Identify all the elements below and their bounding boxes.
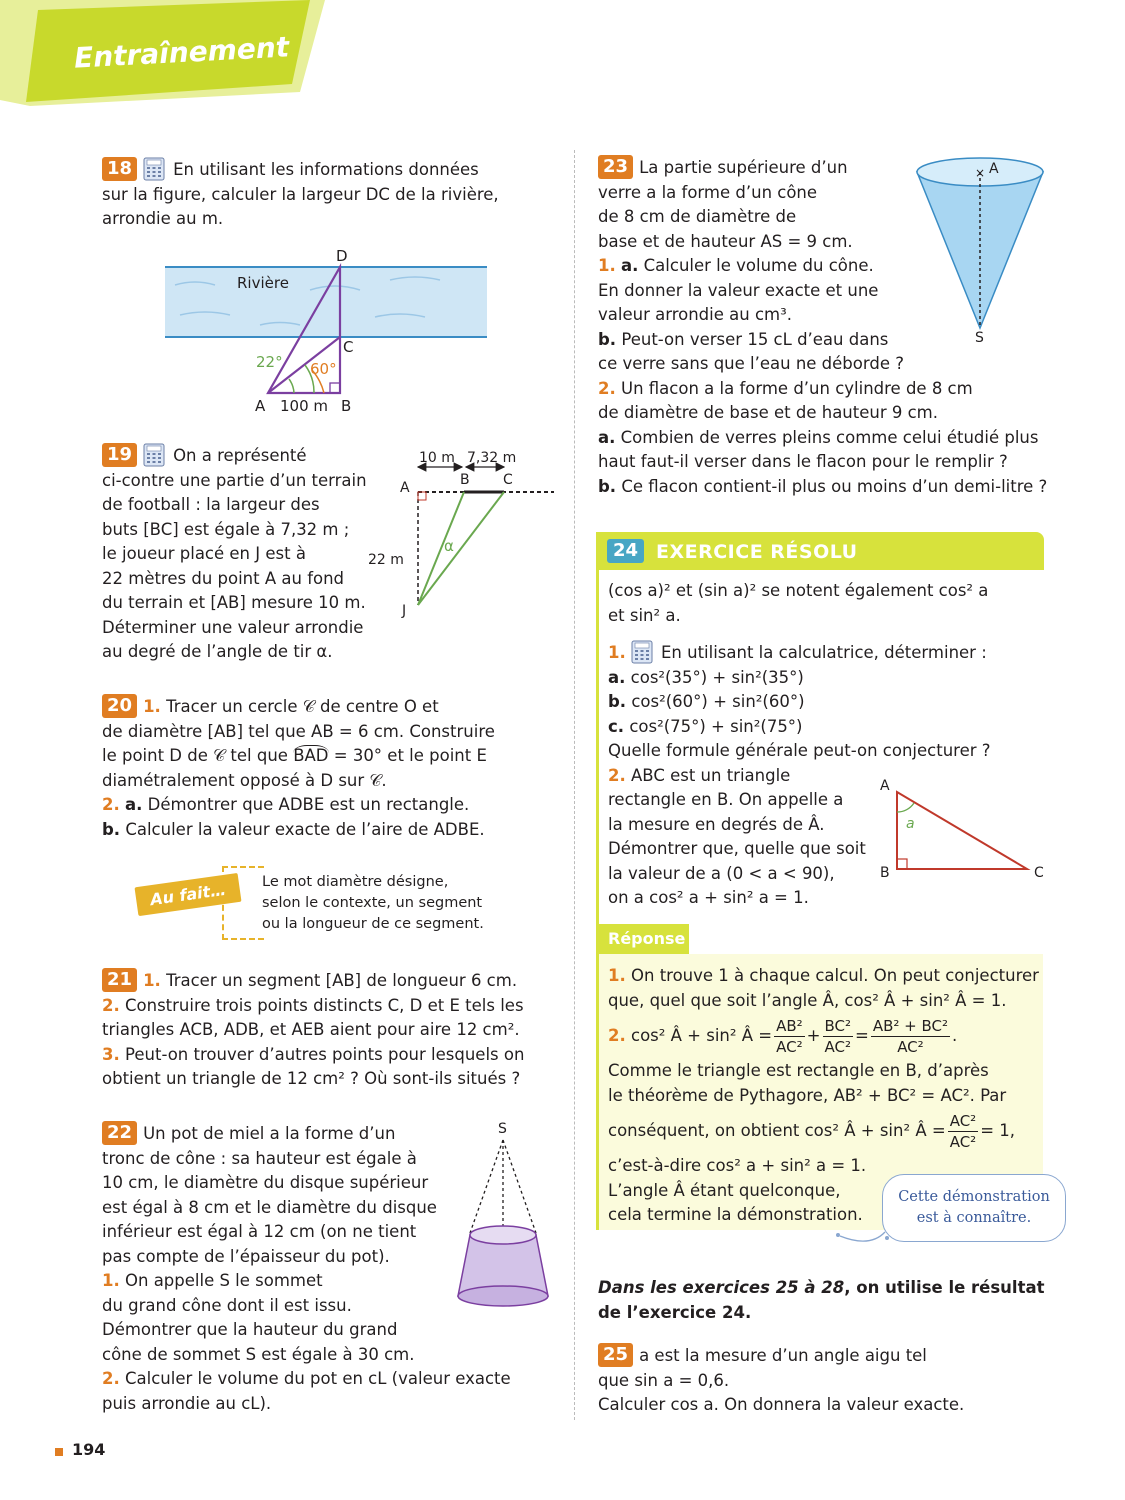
exercise-number: 21: [102, 968, 137, 992]
text-line: on a cos² a + sin² a = 1.: [608, 888, 809, 907]
q-letter: b.: [598, 476, 617, 496]
aufait-text: [262, 872, 484, 935]
exercise-21: [102, 968, 562, 1092]
text-line: verre a la forme d’un cône: [598, 182, 818, 202]
text-line: selon le contexte, un segment: [262, 895, 483, 911]
label-7-32m: 7,32 m: [467, 450, 517, 466]
text-line: buts [BC] est égale à 7,32 m ;: [102, 519, 350, 539]
text-line: du grand cône dont il est issu.: [102, 1295, 352, 1315]
text-line: = 30° et le point E: [328, 746, 487, 765]
text-line: sur la figure, calculer la largeur DC de la rivière,: [102, 184, 499, 204]
text-line: conséquent, on obtient cos² Â + sin² Â =: [608, 1120, 946, 1140]
text-line: , on utilise le résultat: [844, 1278, 1045, 1297]
exercise-19: [102, 443, 382, 665]
fraction: [774, 1016, 805, 1057]
exercise-24-answer: 1. On trouve 1 à chaque calcul. On peut conjecturer que, quel que soit l’angle Â, cos² Â + sin² Â = 1. 2. cos² Â + sin² Â = $\frac{\text{AB²}}{\text{AC²}}$ + $\frac{\text{BC²}}{\text{AC²}}$ = $\frac{\text{AB² + BC²}}{\text{AC²}}$ . Comme le triangle est rectangle en B, d’après le théorème de Pythagore, AB² + BC² = AC². Par conséquent, on obtient cos² Â + sin² Â = $\frac{\text{AC²}}{\text{AC²}}$ = 1, c’est-à-dire cos² a + sin² a = 1. L’angle Â étant quelconque, cela termine la démonstration.: [608, 964, 1048, 1228]
q-number: 1.: [143, 971, 161, 990]
denominator: AC²: [949, 1132, 977, 1151]
q-letter: a.: [621, 256, 639, 275]
text-line: cela termine la démonstration.: [608, 1205, 863, 1224]
label-A: A: [989, 161, 999, 177]
exercise-number: 22: [102, 1121, 137, 1145]
q-number: 2.: [608, 1025, 626, 1045]
page-marker: [55, 1448, 63, 1456]
exercise-number: 18: [102, 157, 137, 181]
label-B: B: [880, 865, 890, 881]
label-S: S: [975, 330, 984, 346]
bubble-tail: [830, 1226, 890, 1250]
text-line: valeur arrondie au cm³.: [598, 305, 792, 324]
label-A: A: [400, 480, 410, 496]
text-line: haut faut-il verser dans le flacon pour le remplir ?: [598, 452, 1008, 471]
text-line: Peut-on verser 15 cL d’eau dans: [621, 329, 889, 349]
text-line: Calculer le volume du cône.: [643, 256, 874, 275]
exercise-18: [102, 157, 562, 232]
text-line: du terrain et [AB] mesure 10 m.: [102, 593, 366, 612]
page-title: Entraînement: [73, 30, 290, 75]
text-line: Construire trois points distincts C, D et E tels les: [125, 995, 524, 1015]
text-line: de l’exercice 24.: [598, 1302, 752, 1322]
q-letter: a.: [598, 427, 616, 447]
text-line: En donner la valeur exacte et une: [598, 280, 879, 300]
text-line: 10 cm, le diamètre du disque supérieur: [102, 1173, 429, 1192]
text-line: Un flacon a la forme d’un cylindre de 8 cm: [621, 378, 973, 398]
text-line: Ce flacon contient-il plus ou moins d’un demi-litre ?: [621, 476, 1048, 496]
page-number: 194: [72, 1440, 106, 1459]
text-line: arrondie au m.: [102, 209, 224, 228]
fraction: [871, 1016, 950, 1057]
exercise-number: 23: [598, 155, 633, 179]
q-number: 3.: [102, 1044, 120, 1064]
text-line: Combien de verres pleins comme celui étudié plus: [620, 427, 1039, 447]
text-line: Cette démonstration: [898, 1189, 1050, 1205]
text-line: le joueur placé en J est à: [102, 544, 306, 563]
text-line: Démontrer que ADBE est un rectangle.: [147, 795, 470, 814]
text-line: Comme le triangle est rectangle en B, d’après: [608, 1061, 989, 1080]
q-number: 2.: [102, 795, 120, 814]
text-line: de football : la largeur des: [102, 495, 320, 514]
info-bubble: [882, 1174, 1066, 1242]
calculator-icon: [631, 640, 653, 664]
label-angle-22: 22°: [256, 353, 283, 371]
label-J: J: [402, 603, 407, 619]
text-line: En utilisant la calculatrice, déterminer :: [661, 643, 987, 662]
text-line: au degré de l’angle de tir α.: [102, 642, 333, 661]
text-line: base et de hauteur AS = 9 cm.: [598, 231, 853, 251]
text-line: tronc de cône : sa hauteur est égale à: [102, 1148, 417, 1168]
q-number: 1.: [608, 966, 626, 985]
q-number: 1.: [143, 697, 161, 716]
exercise-25: [598, 1343, 1048, 1418]
text-line: Démontrer que, quelle que soit: [608, 839, 866, 858]
text-line: est égal à 8 cm et le diamètre du disque: [102, 1197, 437, 1217]
text-line: obtient un triangle de 12 cm² ? Où sont-ils situés ?: [102, 1069, 521, 1088]
calculator-icon: [143, 443, 165, 467]
label-angle-60: 60°: [310, 360, 337, 378]
text-line: est à connaître.: [916, 1210, 1032, 1226]
resolved-title: EXERCICE RÉSOLU: [656, 541, 858, 563]
label-B: B: [460, 472, 470, 488]
numerator: AB²: [776, 1016, 803, 1035]
denominator: AC²: [897, 1037, 924, 1056]
text-line: L’angle Â étant quelconque,: [608, 1180, 841, 1200]
football-figure: [364, 445, 564, 620]
river-figure: [160, 245, 500, 420]
text-line: Calculer la valeur exacte de l’aire de ADBE.: [125, 819, 485, 839]
q-number: 1.: [102, 1271, 120, 1290]
text-line: Le mot diamètre désigne,: [262, 874, 449, 890]
q-number: 2.: [102, 1369, 120, 1388]
text-line: Calculer le volume du pot en cL (valeur exacte: [125, 1369, 511, 1388]
numerator: BC²: [824, 1016, 852, 1035]
numerator: AC²: [949, 1111, 977, 1130]
label-C: C: [503, 472, 513, 488]
q-number: 2.: [598, 378, 616, 398]
text-line: On trouve 1 à chaque calcul. On peut conjecturer: [631, 966, 1039, 985]
text-line: Un pot de miel a la forme d’un: [143, 1124, 396, 1143]
fraction: [823, 1016, 854, 1057]
text-line: de 8 cm de diamètre de: [598, 207, 797, 226]
text-line: 22 mètres du point A au fond: [102, 568, 345, 588]
text-line: Tracer un cercle 𝒞 de centre O et: [166, 697, 439, 716]
text-line: (cos a)² et (sin a)² se notent également cos² a: [608, 581, 989, 600]
text-line: le point D de 𝒞 tel que: [102, 746, 294, 765]
text-line: cos²(60°) + sin²(60°): [631, 692, 805, 711]
text-line: Quelle formule générale peut-on conjecturer ?: [608, 741, 991, 760]
text-line: cône de sommet S est égale à 30 cm.: [102, 1344, 415, 1364]
text-line: On a représenté: [173, 446, 307, 465]
resolved-number: 24: [607, 539, 644, 563]
text-line: pas compte de l’épaisseur du pot).: [102, 1246, 390, 1266]
text-line: la valeur de a (0 < a < 90),: [608, 863, 835, 883]
label-A: A: [880, 778, 890, 794]
calculator-icon: [143, 157, 165, 181]
exercise-number: 20: [102, 694, 137, 718]
q-letter: a.: [608, 667, 626, 687]
text-line: Déterminer une valeur arrondie: [102, 617, 364, 637]
text-line: cos²(75°) + sin²(75°): [629, 716, 803, 736]
q-number: 1.: [608, 643, 626, 662]
q-letter: b.: [102, 819, 121, 839]
q-letter: b.: [598, 329, 617, 349]
text-line: ABC est un triangle: [631, 765, 791, 785]
denominator: AC²: [776, 1037, 803, 1056]
honey-pot-figure: [450, 1118, 560, 1318]
text-line: diamétralement opposé à D sur 𝒞.: [102, 770, 387, 790]
text-line: rectangle en B. On appelle a: [608, 790, 844, 809]
text-line: et sin² a.: [608, 605, 681, 625]
q-number: 2.: [102, 995, 120, 1015]
label-A: A: [255, 397, 266, 415]
text-line: = 1,: [980, 1120, 1016, 1140]
label-river: Rivière: [237, 274, 289, 292]
text-line: c’est-à-dire cos² a + sin² a = 1.: [608, 1156, 867, 1175]
exercise-number: 25: [598, 1343, 633, 1367]
q-letter: a.: [125, 795, 143, 814]
label-S: S: [498, 1121, 507, 1137]
text-line: En utilisant les informations données: [173, 160, 479, 179]
label-10m: 10 m: [419, 450, 455, 466]
label-C: C: [1034, 865, 1044, 881]
fraction: [948, 1111, 978, 1152]
text-line: que sin a = 0,6.: [598, 1370, 730, 1390]
text-line: de diamètre [AB] tel que AB = 6 cm. Construire: [102, 721, 495, 741]
q-number: 2.: [608, 765, 626, 785]
label-B: B: [341, 397, 352, 415]
text-line: Calculer cos a. On donnera la valeur exacte.: [598, 1395, 965, 1414]
cone-figure: [910, 150, 1050, 350]
label-alpha: α: [444, 537, 454, 555]
text-line: triangles ACB, ADB, et AEB aient pour aire 12 cm².: [102, 1020, 520, 1039]
q-letter: b.: [608, 692, 627, 711]
column-separator: [574, 150, 575, 1420]
text-line: On appelle S le sommet: [125, 1271, 323, 1290]
aufait-label: Au fait…: [134, 873, 241, 916]
label-a: a: [906, 816, 915, 832]
text-line: Dans les exercices 25 à 28: [598, 1278, 845, 1297]
text-line: la mesure en degrés de Â.: [608, 814, 825, 834]
center-mark: ×: [975, 166, 986, 180]
label-C: C: [343, 338, 354, 356]
text-line: Tracer un segment [AB] de longueur 6 cm.: [166, 971, 518, 990]
text-line: ce verre sans que l’eau ne déborde ?: [598, 354, 904, 373]
text-line: puis arrondie au cL).: [102, 1393, 272, 1413]
text-line: Démontrer que la hauteur du grand: [102, 1320, 398, 1339]
q-number: 1.: [598, 256, 616, 275]
text-line: a est la mesure d’un angle aigu tel: [639, 1346, 927, 1365]
text-line: de diamètre de base et de hauteur 9 cm.: [598, 403, 938, 422]
note-exercises: [598, 1276, 1048, 1325]
exercise-20: [102, 694, 562, 842]
text-line: Peut-on trouver d’autres points pour lesquels on: [125, 1044, 525, 1064]
text-line: inférieur est égal à 12 cm (on ne tient: [102, 1222, 417, 1241]
label-22m: 22 m: [368, 552, 404, 568]
text-line: cos² Â + sin² Â =: [631, 1025, 773, 1045]
text-line: ci-contre une partie d’un terrain: [102, 470, 367, 490]
angle-bad: BAD: [293, 746, 329, 765]
text-line: La partie supérieure d’un: [639, 158, 848, 177]
numerator: AB² + BC²: [872, 1016, 949, 1035]
text-line: ou la longueur de ce segment.: [262, 916, 484, 932]
text-line: que, quel que soit l’angle Â, cos² Â + sin² Â = 1.: [608, 990, 1007, 1010]
label-distance: 100 m: [280, 397, 329, 415]
exercise-number: 19: [102, 443, 137, 467]
denominator: AC²: [824, 1037, 851, 1056]
text-line: le théorème de Pythagore, AB² + BC² = AC². Par: [608, 1085, 1007, 1105]
text-line: cos²(35°) + sin²(35°): [630, 667, 804, 687]
label-D: D: [336, 247, 348, 265]
reponse-label: Réponse: [608, 929, 686, 948]
triangle-abc-figure: [870, 772, 1050, 887]
q-letter: c.: [608, 716, 625, 736]
